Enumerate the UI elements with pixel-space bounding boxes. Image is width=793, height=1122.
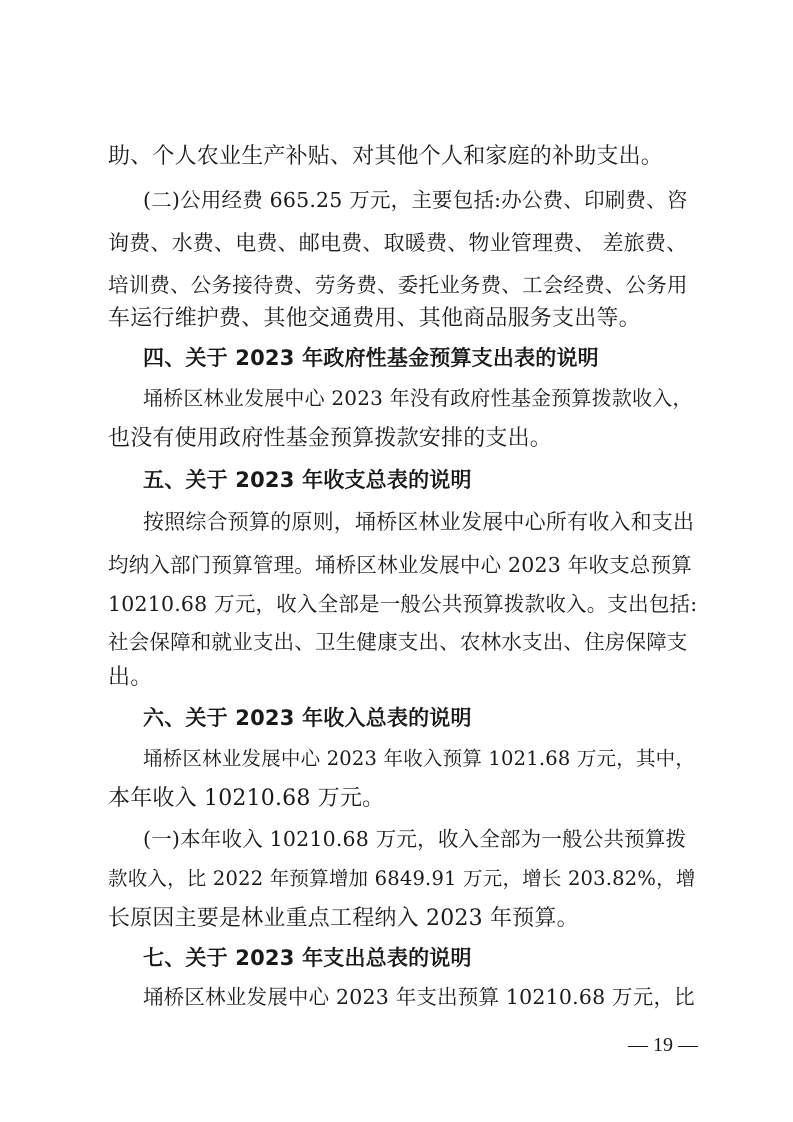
body-text-line: 10210.68 万元，收入全部是一般公共预算拨款收入。支出包括:: [108, 592, 698, 616]
body-text-line: 车运行维护费、其他交通费用、其他商品服务支出等。: [108, 306, 641, 331]
section-heading: 四、关于 2023 年政府性基金预算支出表的说明: [143, 346, 599, 370]
body-text-line: 询费、水费、电费、邮电费、取暖费、物业管理费、 差旅费、: [108, 231, 688, 255]
page-number: — 19 —: [628, 1034, 698, 1056]
body-text-line: 长原因主要是林业重点工程纳入 2023 年预算。: [108, 906, 579, 931]
section-heading: 五、关于 2023 年收支总表的说明: [143, 468, 472, 492]
body-text-line: 社会保障和就业支出、卫生健康支出、农林水支出、住房保障支: [108, 630, 688, 654]
body-text-line: (一)本年收入 10210.68 万元，收入全部为一般公共预算拨: [143, 827, 687, 851]
body-text-line: (二)公用经费 665.25 万元，主要包括:办公费、印刷费、咨: [143, 188, 688, 212]
body-text-line: 助、个人农业生产补贴、对其他个人和家庭的补助支出。: [108, 144, 664, 169]
section-heading: 七、关于 2023 年支出总表的说明: [143, 946, 472, 970]
body-text-line: 埇桥区林业发展中心 2023 年支出预算 10210.68 万元，比: [143, 985, 695, 1009]
body-text-line: 均纳入部门预算管理。埇桥区林业发展中心 2023 年收支总预算: [108, 553, 692, 577]
body-text-line: 埇桥区林业发展中心 2023 年没有政府性基金预算拨款收入，: [143, 386, 693, 410]
body-text-line: 埇桥区林业发展中心 2023 年收入预算 1021.68 万元，其中，: [143, 747, 696, 770]
body-text-line: 也没有使用政府性基金预算拨款安排的支出。: [108, 426, 553, 451]
body-text-line: 培训费、公务接待费、劳务费、委托业务费、工会经费、公务用: [108, 273, 688, 297]
body-text-line: 款收入，比 2022 年预算增加 6849.91 万元，增长 203.82%，增: [108, 867, 696, 890]
body-text-line: 按照综合预算的原则，埇桥区林业发展中心所有收入和支出: [143, 510, 695, 534]
body-text-line: 出。: [108, 665, 153, 690]
body-text-line: 本年收入 10210.68 万元。: [108, 786, 385, 811]
section-heading: 六、关于 2023 年收入总表的说明: [143, 706, 472, 730]
